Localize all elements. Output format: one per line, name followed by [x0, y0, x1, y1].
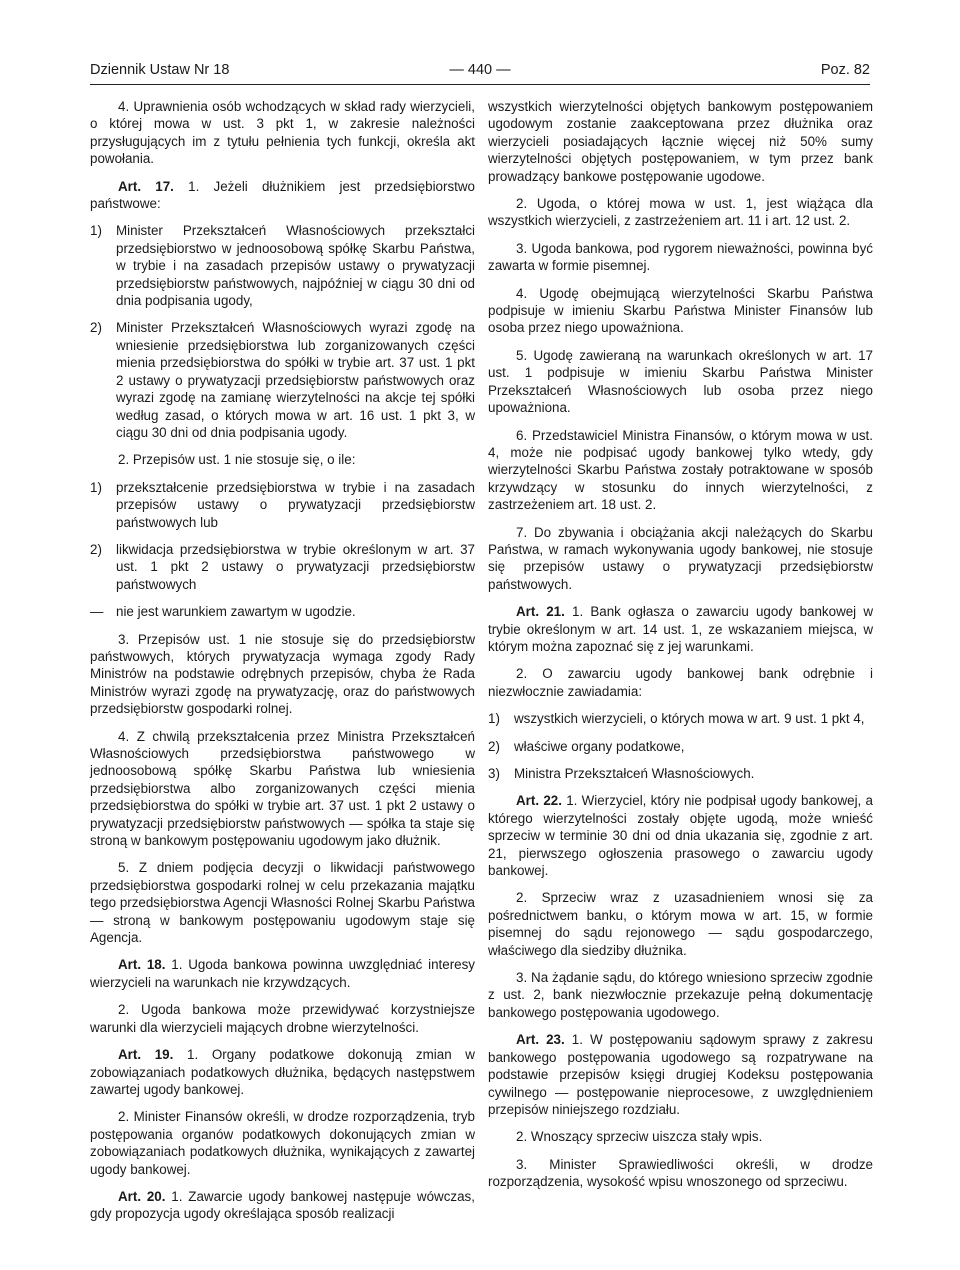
list-text: Minister Przekształceń Własnościowych przekształci przedsiębiorstwo w jednoosobową spółkę Skarbu Państwa, w trybie i na zasadach przepisów ustawy o prywatyzacji przedsiębiorstw państwowych, najpóźniej w ciągu 30 dni od dnia podpisania ugody, [116, 223, 475, 309]
paragraph: 2. O zawarciu ugody bankowej bank odrębnie i niezwłocznie zawiadamia: [488, 666, 873, 699]
page-number: — 440 — [449, 62, 511, 78]
paragraph: 2. Ugoda, o której mowa w ust. 1, jest wiążąca dla wszystkich wierzycieli, z zastrzeżeniem art. 11 i art. 12 ust. 2. [488, 196, 873, 229]
list-item [488, 765, 873, 782]
paragraph: 3. Minister Sprawiedliwości określi, w drodze rozporządzenia, wysokość wpisu wnoszonego od sprzeciwu. [488, 1156, 873, 1190]
article-22 [488, 792, 873, 879]
paragraph: 2. Sprzeciw wraz z uzasadnieniem wnosi się za pośrednictwem banku, o którym mowa w art. 15, w formie pisemnej do sądu rejonowego — sądu gospodarczego, właściwego dla siedziby dłużnika. [488, 890, 873, 958]
list-number: 1) [488, 711, 500, 727]
right-column [488, 98, 873, 1201]
list-item [90, 541, 475, 593]
list-number: 3) [488, 766, 500, 781]
position-number: Poz. 82 [820, 62, 870, 78]
article-label: Art. 21. [516, 604, 565, 620]
list-text: właściwe organy podatkowe, [514, 738, 685, 754]
list-item [488, 710, 873, 727]
article-text: 1. Organy podatkowe dokonują zmian w zobowiązaniach podatkowych dłużnika, będących następstwem zawartej ugody bankowej. [90, 1047, 475, 1097]
paragraph: 5. Ugodę zawieraną na warunkach określonych w art. 17 ust. 1 podpisuje w imieniu Skarbu Państwa Minister Przekształceń Własnościowych lub osoba przez niego upoważniona. [488, 347, 873, 416]
paragraph: 4. Z chwilą przekształcenia przez Ministra Przekształceń Własnościowych przedsiębiorstwa państwowego w jednoosobową spółkę Skarbu Państwa lub wniesienia przedsiębiorstwa albo zorganizowanych części mienia przedsiębiorstwa do spółki w trybie art. 37 ust. 1 pkt 2 ustawy o prywatyzacji przedsiębiorstw państwowych — spółka ta staje się stroną w bankowym postępowaniu ugodowym jako dłużnik. [90, 728, 475, 849]
article-18 [90, 956, 475, 991]
article-label: Art. 20. [118, 1188, 166, 1204]
left-column [90, 98, 475, 1233]
article-label: Art. 17. [118, 178, 174, 194]
article-21 [488, 603, 873, 655]
list-text: Ministra Przekształceń Własnościowych. [514, 766, 755, 781]
paragraph: 2. Minister Finansów określi, w drodze rozporządzenia, tryb postępowania organów podatkowych dokonujących zmian w zobowiązaniach podatkowych dłużnika, wynikających z zawartej ugody bankowej. [90, 1109, 475, 1177]
paragraph: wszystkich wierzytelności objętych bankowym postępowaniem ugodowym zostanie zaakceptowana przez dłużnika oraz wierzycieli posiadających łącznie więcej niż 50% sumy wierzytelności objętych postępowaniem, w tym przez bank prowadzący bankowe postępowanie ugodowe. [488, 99, 873, 184]
list-text: wszystkich wierzycieli, o których mowa w art. 9 ust. 1 pkt 4, [514, 711, 865, 727]
list-item [488, 738, 873, 755]
list-item [90, 479, 475, 531]
list-item [90, 319, 475, 441]
article-text: 1. Zawarcie ugody bankowej następuje wówczas, gdy propozycja ugody określająca sposób realizacji [90, 1188, 475, 1222]
list-number: 2) [90, 320, 102, 336]
list-item [90, 603, 475, 620]
paragraph: 3. Na żądanie sądu, do którego wniesiono sprzeciw zgodnie z ust. 2, bank niezwłocznie przekazuje pełną dokumentację bankowego postępowania ugodowego. [488, 970, 873, 1020]
list-item [90, 222, 475, 309]
paragraph: 4. Ugodę obejmującą wierzytelności Skarbu Państwa podpisuje w imieniu Skarbu Państwa Minister Finansów lub osoba przez niego upoważniona. [488, 285, 873, 336]
list-number: 2) [90, 541, 102, 557]
list-text: przekształcenie przedsiębiorstwa w trybie i na zasadach przepisów ustawy o prywatyzacji przedsiębiorstw państwowych lub [116, 479, 475, 530]
article-label: Art. 23. [516, 1032, 565, 1048]
list-number: 2) [488, 738, 500, 754]
paragraph: 3. Przepisów ust. 1 nie stosuje się do przedsiębiorstw państwowych, których prywatyzacja wymaga zgody Rady Ministrów na podstawie odrębnych przepisów, chyba że Rada Ministrów wyrazi zgodę na prywatyzację, oraz do państwowych przedsiębiorstw gospodarki rolnej. [90, 631, 475, 717]
article-text: 1. W postępowaniu sądowym sprawy z zakresu bankowego postępowania ugodowego są rozpatrywane na podstawie przepisów księgi drugiej Kodeksu postępowania cywilnego — postępowanie nieprocesowe, z uwzględnieniem przepisów niniejszego rozdziału. [488, 1032, 873, 1117]
paragraph: 5. Z dniem podjęcia decyzji o likwidacji państwowego przedsiębiorstwa gospodarki rolnej w celu przekazania majątku tego przedsiębiorstwa Agencji Własności Rolnej Skarbu Państwa — stroną w bankowym postępowaniu ugodowym staje się Agencja. [90, 860, 475, 946]
list-number: 1) [90, 479, 102, 495]
article-19 [90, 1046, 475, 1098]
paragraph: 2. Ugoda bankowa może przewidywać korzystniejsze warunki dla wierzycieli mających drobne wierzytelności. [90, 1002, 475, 1035]
article-label: Art. 22. [516, 793, 562, 809]
article-label: Art. 18. [118, 957, 166, 973]
header-rule [90, 84, 870, 85]
paragraph: 3. Ugoda bankowa, pod rygorem nieważności, powinna być zawarta w formie pisemnej. [488, 240, 873, 274]
article-text: 1. Ugoda bankowa powinna uwzględniać interesy wierzycieli na warunkach nie krzywdzących. [90, 957, 475, 990]
paragraph: 7. Do zbywania i obciążania akcji należących do Skarbu Państwa, w ramach wykonywania ugody bankowej, nie stosuje się przepisów ustawy o prywatyzacji przedsiębiorstw państwowych. [488, 524, 873, 592]
article-text: 1. Wierzyciel, który nie podpisał ugody bankowej, a którego wierzytelności zostały objęte ugodą, może wnieść sprzeciw w terminie 30 dni od dnia ukazania się, zgodnie z art. 21, pierwszego ogłoszenia prasowego o zawarciu ugody bankowej. [488, 793, 873, 879]
article-17 [90, 178, 475, 213]
article-text: 1. Bank ogłasza o zawarciu ugody bankowej w trybie określonym w art. 14 ust. 1, ze wskazaniem miejsca, w którym można zapoznać się z jej warunkami. [488, 604, 873, 654]
list-text: likwidacja przedsiębiorstwa w trybie określonym w art. 37 ust. 1 pkt 2 ustawy o prywatyzacji przedsiębiorstw państwowych [116, 541, 475, 592]
list-dash: — [90, 604, 104, 620]
list-text: nie jest warunkiem zawartym w ugodzie. [116, 604, 356, 620]
list-number: 1) [90, 223, 102, 239]
paragraph: 2. Przepisów ust. 1 nie stosuje się, o ile: [118, 452, 356, 468]
list-text: Minister Przekształceń Własnościowych wyrazi zgodę na wniesienie przedsiębiorstwa lub zorganizowanych części mienia przedsiębiorstwa do spółki w trybie art. 37 ust. 1 pkt 2 ustawy o prywatyzacji przedsiębiorstw państwowych oraz wyrazi zgodę na zamianę wierzytelności na akcje tej spółki według zasad, o których mowa w art. 16 ust. 1 pkt 3, w ciągu 30 dni od dnia podpisania ugody. [116, 320, 475, 440]
article-20 [90, 1188, 475, 1223]
article-label: Art. 19. [118, 1047, 174, 1063]
paragraph: 2. Wnoszący sprzeciw uiszcza stały wpis. [516, 1129, 763, 1145]
article-23 [488, 1031, 873, 1118]
article-text: 1. Jeżeli dłużnikiem jest przedsiębiorstwo państwowe: [90, 178, 475, 212]
paragraph: 4. Uprawnienia osób wchodzących w skład rady wierzycieli, o której mowa w ust. 3 pkt 1, w zakresie należności przysługujących im z tytułu pełnienia tych funkcji, określa akt powołania. [90, 99, 475, 167]
paragraph: 6. Przedstawiciel Ministra Finansów, o którym mowa w ust. 4, może nie podpisać ugody bankowej tylko wtedy, gdy wierzytelności Skarbu Państwa zostały potraktowane w sposób krzywdzący w stosunku do innych wierzytelności, z zastrzeżeniem art. 18 ust. 2. [488, 427, 873, 513]
journal-title: Dziennik Ustaw Nr 18 [90, 62, 230, 78]
page-header [90, 62, 870, 84]
